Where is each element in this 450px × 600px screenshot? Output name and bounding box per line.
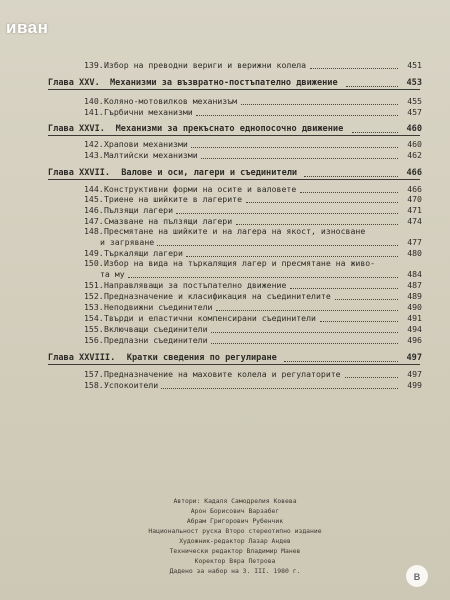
toc-chapter bbox=[48, 353, 424, 364]
toc-page-number: 462 bbox=[407, 150, 422, 160]
toc-number: 153. bbox=[84, 302, 104, 312]
toc-number: 154. bbox=[84, 313, 104, 323]
toc-page-number: 470 bbox=[407, 194, 422, 204]
toc-chapter bbox=[48, 124, 424, 135]
imprint-block bbox=[120, 496, 350, 576]
toc-title: Предназначение и класификация на съединителите bbox=[104, 291, 331, 301]
toc-title: Твърди и еластични компенсирани съединители bbox=[104, 313, 316, 323]
toc-leader-dots bbox=[186, 245, 398, 257]
toc-entry bbox=[84, 150, 424, 161]
toc-number: 147. bbox=[84, 216, 104, 226]
toc-title: Пресмятане на шийките и на лагера на якост, износване bbox=[104, 226, 366, 236]
toc-page-number: 497 bbox=[407, 369, 422, 379]
toc-number: Глава XXVIII. bbox=[48, 353, 116, 363]
toc-page-number: 499 bbox=[407, 380, 422, 390]
toc-leader-dots bbox=[161, 377, 398, 389]
toc-page-number: 457 bbox=[407, 107, 422, 117]
toc-page-number: 480 bbox=[407, 248, 422, 258]
toc-number: 145. bbox=[84, 194, 104, 204]
toc-number: 155. bbox=[84, 324, 104, 334]
toc-leader-dots bbox=[310, 57, 398, 69]
toc-leader-dots bbox=[346, 75, 398, 87]
toc-number: 141. bbox=[84, 107, 104, 117]
toc-leader-dots bbox=[284, 350, 399, 362]
toc-leader-dots bbox=[211, 332, 398, 344]
toc-chapter bbox=[48, 78, 424, 89]
toc-title: и загряване bbox=[100, 237, 155, 247]
toc-leader-dots bbox=[352, 121, 398, 133]
toc-leader-dots bbox=[196, 104, 398, 116]
imprint-line: Дадено за набор на 3. III. 1980 г. bbox=[169, 567, 301, 575]
toc-number: 150. bbox=[84, 258, 104, 268]
watermark-username: иван bbox=[6, 18, 49, 37]
toc-title: Коляно-мотовилков механизъм bbox=[104, 96, 238, 106]
toc-number: 146. bbox=[84, 205, 104, 215]
toc-page-number: 484 bbox=[407, 269, 422, 279]
toc-entry bbox=[84, 380, 424, 391]
toc-page-number: 474 bbox=[407, 216, 422, 226]
toc-number: 149. bbox=[84, 248, 104, 258]
toc-page-number: 487 bbox=[407, 280, 422, 290]
imprint-line: Арон Борисович Варзабег bbox=[190, 507, 280, 515]
toc-chapter bbox=[48, 168, 424, 179]
toc-title: Механизми за прекъснато еднопосочно движение bbox=[115, 124, 344, 134]
toc-number: 152. bbox=[84, 291, 104, 301]
toc-page-number: 466 bbox=[407, 184, 422, 194]
toc-leader-dots bbox=[201, 147, 398, 159]
toc-number: 158. bbox=[84, 380, 104, 390]
imprint-line: Абрам Григорович Рубенчик bbox=[186, 517, 284, 525]
imprint-line: Художник-редактор Лазар Андев bbox=[179, 537, 291, 545]
svg-text:B: B bbox=[413, 572, 421, 582]
toc-page-number: 451 bbox=[407, 60, 422, 70]
toc-number: 144. bbox=[84, 184, 104, 194]
toc-page-number: 497 bbox=[406, 353, 422, 363]
toc-title: Търкалящи лагери bbox=[104, 248, 183, 258]
toc-number: 143. bbox=[84, 150, 104, 160]
toc-title: Триене на шийките в лагерите bbox=[104, 194, 243, 204]
toc-title: Конструктивни форми на осите и валовете bbox=[104, 184, 297, 194]
toc-page-number: 496 bbox=[407, 335, 422, 345]
toc-number: Глава XXVII. bbox=[48, 168, 111, 178]
toc-title: Неподвижни съединители bbox=[104, 302, 213, 312]
toc-number: 142. bbox=[84, 139, 104, 149]
toc-title: Валове и оси, лагери и съединители bbox=[121, 168, 298, 178]
toc-number: 139. bbox=[84, 60, 104, 70]
chapter-rule bbox=[48, 179, 420, 180]
toc-number: 151. bbox=[84, 280, 104, 290]
toc-title: Малтийски механизми bbox=[104, 150, 198, 160]
toc-entry bbox=[84, 335, 424, 346]
toc-number: Глава XXV. bbox=[48, 78, 100, 88]
imprint-line: Технически редактор Владимир Манев bbox=[169, 547, 301, 555]
imprint-line: Автори: Кадаля Самодрелия Ковева bbox=[173, 497, 297, 505]
toc-title: Механизми за възвратно-постъпателно движение bbox=[110, 78, 338, 88]
toc-title: Смазване на пълзящи лагери bbox=[104, 216, 233, 226]
chapter-rule bbox=[48, 364, 420, 365]
toc-page-number: 466 bbox=[406, 168, 422, 178]
imprint-line: Коректор Вяра Петрова bbox=[194, 557, 276, 565]
toc-leader-dots bbox=[304, 165, 398, 177]
toc-number: 140. bbox=[84, 96, 104, 106]
toc-page-number: 453 bbox=[406, 78, 422, 88]
imprint-line: Национальност руска Второ стереотипно издание bbox=[148, 527, 322, 535]
toc-number: Глава XXVI. bbox=[48, 124, 105, 134]
toc-title: Храпови механизми bbox=[104, 139, 188, 149]
toc-number: 156. bbox=[84, 335, 104, 345]
toc-page-number: 489 bbox=[407, 291, 422, 301]
toc-title: Кратки сведения по регулиране bbox=[126, 353, 277, 363]
toc-number: 157. bbox=[84, 369, 104, 379]
toc-page-number: 477 bbox=[407, 237, 422, 247]
toc-page-number: 494 bbox=[407, 324, 422, 334]
toc-title: Включващи съединители bbox=[104, 324, 208, 334]
toc-leader-dots bbox=[236, 213, 398, 225]
toc-entry bbox=[84, 60, 424, 71]
chapter-rule bbox=[48, 135, 420, 136]
toc-title: Направляващи за постъпателно движение bbox=[104, 280, 287, 290]
toc-title: Предпазни съединители bbox=[104, 335, 208, 345]
toc-title: Избор на преводни вериги и верижни колела bbox=[104, 60, 307, 70]
toc-title: Успокоители bbox=[104, 380, 159, 390]
toc-title: Избор на вида на търкалящия лагер и пресмятане на живо- bbox=[104, 258, 376, 268]
toc-title: та му bbox=[100, 269, 125, 279]
toc-page-number: 455 bbox=[407, 96, 422, 106]
toc-title: Предназначение на маховите колела и регулаторите bbox=[104, 369, 341, 379]
toc-page-number: 460 bbox=[407, 139, 422, 149]
toc-title: Гърбични механизми bbox=[104, 107, 193, 117]
toc-title: Пълзящи лагери bbox=[104, 205, 174, 215]
toc-page-number: 471 bbox=[407, 205, 422, 215]
toc-page-number: 460 bbox=[406, 124, 422, 134]
toc-page-number: 491 bbox=[407, 313, 422, 323]
chapter-rule bbox=[48, 89, 420, 90]
bazar-logo-icon bbox=[402, 563, 440, 593]
toc-page-number: 490 bbox=[407, 302, 422, 312]
toc-number: 148. bbox=[84, 226, 104, 236]
toc-entry bbox=[84, 107, 424, 118]
